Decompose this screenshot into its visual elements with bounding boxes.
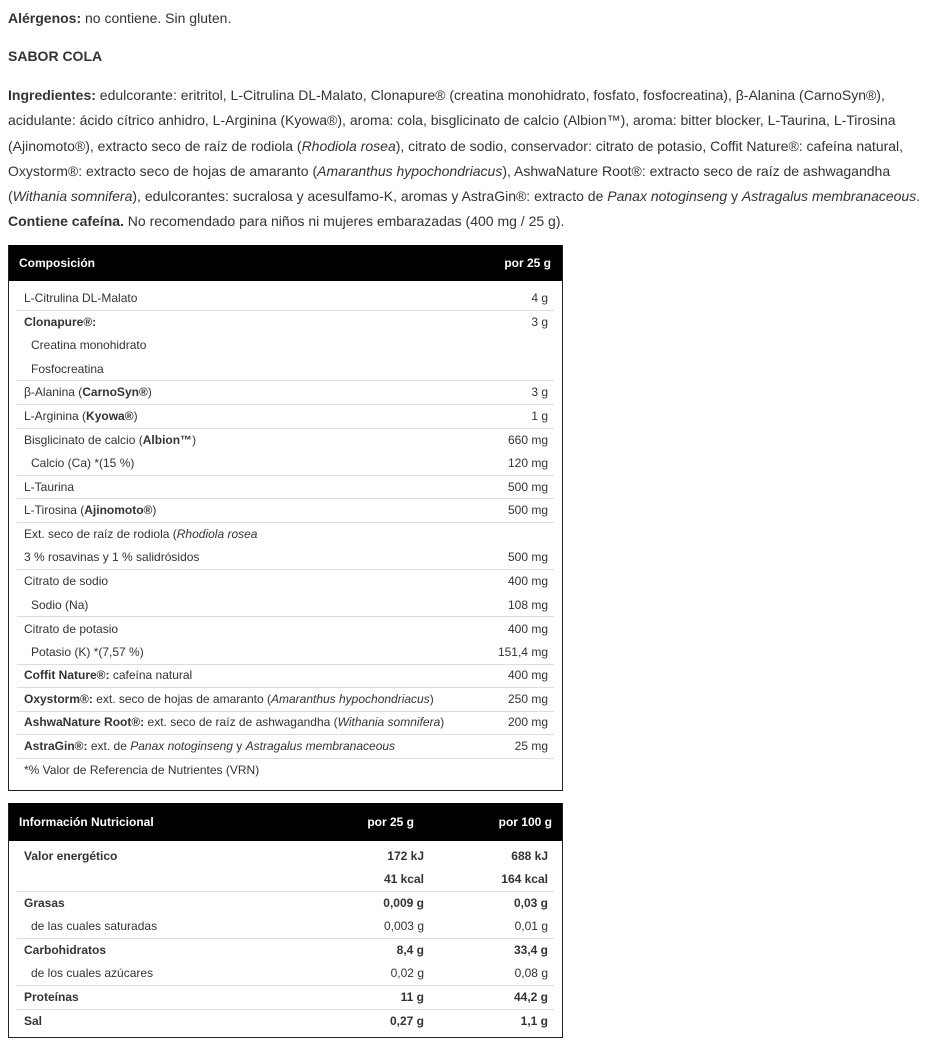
composition-body — [9, 281, 562, 790]
row-value: 25 mg — [514, 739, 548, 754]
row-label: Proteínas — [24, 989, 79, 1004]
nutrition-header-label: Información Nutricional — [19, 815, 154, 829]
table-row — [17, 523, 554, 547]
row-value: 0,01 g — [514, 919, 548, 934]
nutrition-table — [8, 803, 563, 1038]
row-label: 3 % rosavinas y 1 % salidrósidos — [24, 550, 200, 565]
row-label: Citrato de potasio — [24, 621, 119, 636]
ingredients-text: ), AshwaNature Root®: extracto seco de raíz de ashwagandha ( — [8, 162, 891, 205]
ingredients-label: Ingredientes: — [8, 87, 96, 103]
ingredients-italic: Rhodiola rosea — [301, 137, 396, 154]
table-row — [17, 735, 554, 759]
row-value: 250 mg — [507, 691, 548, 706]
row-value: 400 mg — [507, 621, 548, 636]
row-value: 500 mg — [507, 503, 548, 518]
row-label: L-Citrulina DL-Malato — [24, 290, 138, 305]
caffeine-warning: Contiene cafeína. — [8, 213, 124, 230]
row-value: 41 kcal — [383, 872, 424, 887]
table-row — [17, 869, 554, 893]
composition-header-label: Composición — [19, 256, 96, 270]
row-value: 120 mg — [507, 455, 548, 470]
row-label: Fosfocreatina — [31, 361, 104, 376]
row-value: 172 kJ — [387, 849, 424, 864]
footnote-text: *% Valor de Referencia de Nutrientes (VRN) — [24, 763, 260, 778]
ingredients-paragraph — [8, 83, 924, 235]
row-value: 660 mg — [507, 432, 548, 447]
row-label: Potasio (K) *(7,57 %) — [31, 644, 144, 659]
table-row — [17, 845, 554, 869]
row-value: 151,4 mg — [497, 644, 548, 659]
composition-header — [9, 245, 562, 281]
row-label: de los cuales azúcares — [31, 966, 154, 981]
table-row — [17, 334, 554, 358]
row-label: Valor energético — [24, 849, 118, 864]
ingredients-text: . — [916, 188, 921, 205]
allergens-line — [8, 9, 231, 27]
row-label: Carbohidratos — [24, 943, 107, 958]
row-value: 44,2 g — [513, 989, 548, 1004]
row-value: 11 g — [400, 989, 424, 1004]
ingredients-text: edulcorante: eritritol, L-Citrulina DL-Malato, Clonapure® (creatina monohidrato, fosfato, fosfocreatina), β-Alanina (CarnoSyn®), acidulante: ácido cítrico anhidro, L-Arginina (Kyowa®), aroma: cola, bisglicinato de calcio (Albion™), aroma: bitter blocker, L-Taurina, L-Tirosina (Ajinomoto®), extracto seco de raíz de rodiola ( — [8, 87, 896, 154]
row-label: Sodio (Na) — [31, 597, 89, 612]
table-row — [17, 311, 554, 335]
row-label: Clonapure®: — [24, 314, 97, 329]
table-row — [17, 570, 554, 594]
row-label: Oxystorm®: ext. seco de hojas de amaranto (Amaranthus hypochondriacus) — [24, 691, 434, 706]
row-value: 400 mg — [507, 668, 548, 683]
table-row — [17, 963, 554, 987]
row-value: 400 mg — [507, 574, 548, 589]
row-value: 108 mg — [507, 597, 548, 612]
allergens-text: no contiene. Sin gluten. — [81, 10, 232, 26]
row-value: 3 g — [531, 314, 548, 329]
row-value: 0,27 g — [389, 1013, 424, 1028]
table-row — [17, 547, 554, 571]
row-value: 0,08 g — [514, 966, 548, 981]
table-row — [17, 381, 554, 405]
row-value: 4 g — [531, 290, 548, 305]
row-label: Creatina monohidrato — [31, 338, 147, 353]
table-row — [17, 688, 554, 712]
row-label: Bisglicinato de calcio (Albion™) — [24, 432, 197, 447]
composition-table — [8, 245, 563, 791]
table-row — [17, 287, 554, 311]
ingredients-text: ), edulcorantes: sucralosa y acesulfamo-K, aromas y AstraGin®: extracto de — [132, 188, 608, 205]
table-row — [17, 594, 554, 618]
row-label: Coffit Nature®: cafeína natural — [24, 668, 193, 683]
table-row — [17, 429, 554, 453]
ingredients-italic: Amaranthus hypochondriacus — [317, 162, 503, 179]
ingredients-text: ), citrato de sodio, conservador: citrato de potasio, Coffit Nature®: cafeína natural, Oxystorm®: extracto seco de hojas de amaranto ( — [8, 137, 904, 179]
table-row — [17, 641, 554, 665]
table-row — [17, 1010, 554, 1034]
table-row — [17, 712, 554, 736]
allergens-label: Alérgenos: — [8, 10, 82, 26]
row-label: L-Arginina (Kyowa®) — [24, 408, 138, 423]
table-row — [17, 452, 554, 476]
nutrition-body — [9, 841, 562, 1037]
ingredients-text: y — [727, 188, 742, 205]
table-row — [17, 939, 554, 963]
table-row — [17, 916, 554, 940]
row-label: β-Alanina (CarnoSyn®) — [24, 385, 152, 400]
row-value: 1 g — [531, 408, 548, 423]
table-row — [17, 892, 554, 916]
row-label: Sal — [24, 1013, 43, 1028]
row-value: 0,03 g — [513, 896, 548, 911]
row-label: AstraGin®: ext. de Panax notoginseng y Astragalus membranaceous — [24, 739, 396, 754]
row-label: Citrato de sodio — [24, 574, 109, 589]
row-value: 0,003 g — [383, 919, 424, 934]
table-footnote — [17, 759, 554, 783]
row-label: Grasas — [24, 896, 65, 911]
row-value: 688 kJ — [511, 849, 548, 864]
flavor-heading: SABOR COLA — [8, 48, 103, 64]
ingredients-text: No recomendado para niños ni mujeres embarazadas (400 mg / 25 g). — [123, 213, 565, 230]
row-label: de las cuales saturadas — [31, 919, 158, 934]
row-value: 0,009 g — [383, 896, 424, 911]
nutrition-header — [9, 803, 562, 841]
nutrition-header-col1: por 25 g — [367, 815, 414, 829]
row-value: 200 mg — [507, 715, 548, 730]
row-label: L-Taurina — [24, 479, 75, 494]
row-value: 8,4 g — [396, 943, 424, 958]
row-value: 500 mg — [507, 479, 548, 494]
nutrition-header-col2: por 100 g — [498, 815, 552, 829]
row-value: 33,4 g — [513, 943, 548, 958]
row-label: L-Tirosina (Ajinomoto®) — [24, 503, 157, 518]
table-row — [17, 405, 554, 429]
table-row — [17, 358, 554, 382]
table-row — [17, 499, 554, 523]
composition-header-value: por 25 g — [504, 256, 551, 270]
table-row — [17, 617, 554, 641]
row-value: 164 kcal — [501, 872, 548, 887]
row-value: 0,02 g — [390, 966, 424, 981]
row-value: 3 g — [531, 385, 548, 400]
row-value: 1,1 g — [520, 1013, 548, 1028]
table-row — [17, 665, 554, 689]
ingredients-italic: Panax notoginseng — [607, 188, 728, 205]
row-label: Calcio (Ca) *(15 %) — [31, 455, 135, 470]
row-value: 500 mg — [507, 550, 548, 565]
table-row — [17, 986, 554, 1010]
row-label: AshwaNature Root®: ext. seco de raíz de ashwagandha (Withania somnifera) — [24, 715, 445, 730]
ingredients-italic: Astragalus membranaceous — [741, 188, 917, 205]
table-row — [17, 476, 554, 500]
row-label: Ext. seco de raíz de rodiola (Rhodiola rosea — [24, 527, 258, 542]
ingredients-italic: Withania somnifera — [12, 188, 133, 205]
